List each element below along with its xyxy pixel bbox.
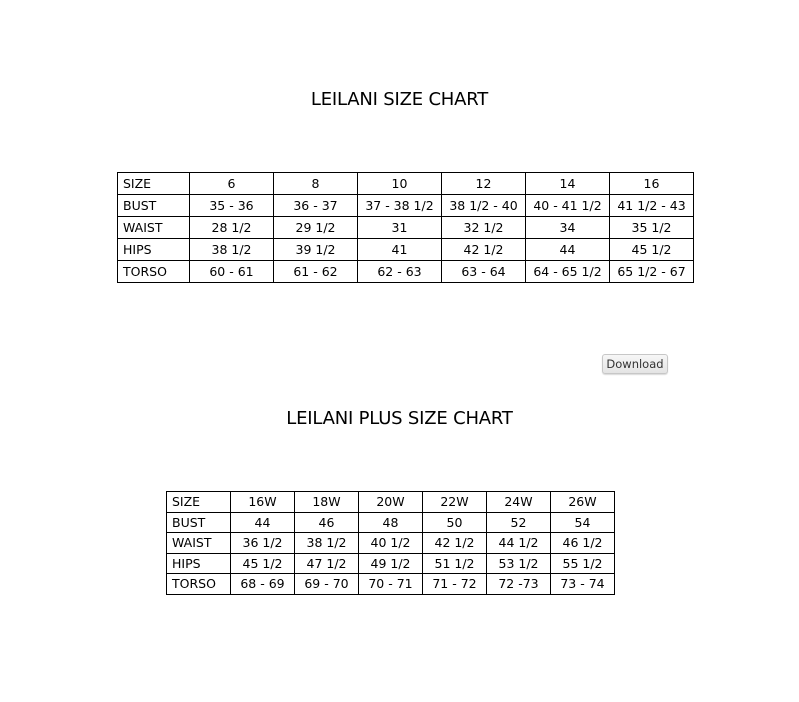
header-cell: 14 — [526, 173, 610, 195]
table-cell: 63 - 64 — [442, 261, 526, 283]
row-label: WAIST — [118, 217, 190, 239]
row-label: HIPS — [118, 239, 190, 261]
table-cell: 53 1/2 — [487, 553, 551, 574]
header-cell: 6 — [190, 173, 274, 195]
table-cell: 44 1/2 — [487, 533, 551, 554]
table-cell: 39 1/2 — [274, 239, 358, 261]
table-cell: 44 — [231, 512, 295, 533]
table-cell: 61 - 62 — [274, 261, 358, 283]
table-cell: 68 - 69 — [231, 574, 295, 595]
table-cell: 37 - 38 1/2 — [358, 195, 442, 217]
table-cell: 54 — [551, 512, 615, 533]
table-cell: 48 — [359, 512, 423, 533]
header-cell: 8 — [274, 173, 358, 195]
table-cell: 71 - 72 — [423, 574, 487, 595]
table-row — [118, 173, 694, 195]
table-row — [118, 195, 694, 217]
table-cell: 64 - 65 1/2 — [526, 261, 610, 283]
table-cell: 72 -73 — [487, 574, 551, 595]
table-cell: 62 - 63 — [358, 261, 442, 283]
table-cell: 46 — [295, 512, 359, 533]
table-row — [167, 574, 615, 595]
row-label: BUST — [167, 512, 231, 533]
table-cell: 40 1/2 — [359, 533, 423, 554]
table-cell: 28 1/2 — [190, 217, 274, 239]
table-cell: 51 1/2 — [423, 553, 487, 574]
table-row — [118, 239, 694, 261]
header-cell: 22W — [423, 492, 487, 513]
table-cell: 47 1/2 — [295, 553, 359, 574]
table-row — [118, 261, 694, 283]
header-cell: 16W — [231, 492, 295, 513]
table-cell: 35 - 36 — [190, 195, 274, 217]
header-cell: 10 — [358, 173, 442, 195]
row-label: HIPS — [167, 553, 231, 574]
table-cell: 36 1/2 — [231, 533, 295, 554]
table-cell: 42 1/2 — [442, 239, 526, 261]
row-label: TORSO — [118, 261, 190, 283]
header-cell: 18W — [295, 492, 359, 513]
table-cell: 31 — [358, 217, 442, 239]
table-cell: 69 - 70 — [295, 574, 359, 595]
table-cell: 36 - 37 — [274, 195, 358, 217]
table-cell: 34 — [526, 217, 610, 239]
download-button[interactable]: Download — [602, 354, 668, 374]
table-row — [167, 512, 615, 533]
header-cell: 12 — [442, 173, 526, 195]
table-cell: 65 1/2 - 67 — [610, 261, 694, 283]
table-cell: 29 1/2 — [274, 217, 358, 239]
table-row — [167, 492, 615, 513]
table-row — [167, 533, 615, 554]
size-chart-title: LEILANI SIZE CHART — [310, 89, 489, 110]
header-cell: 16 — [610, 173, 694, 195]
header-cell: 20W — [359, 492, 423, 513]
table-cell: 38 1/2 - 40 — [442, 195, 526, 217]
table-cell: 55 1/2 — [551, 553, 615, 574]
row-label: WAIST — [167, 533, 231, 554]
table-cell: 38 1/2 — [190, 239, 274, 261]
table-cell: 32 1/2 — [442, 217, 526, 239]
table-row — [118, 217, 694, 239]
table-cell: 41 — [358, 239, 442, 261]
table-cell: 52 — [487, 512, 551, 533]
table-cell: 73 - 74 — [551, 574, 615, 595]
plus-size-chart-table — [166, 491, 615, 595]
table-cell: 42 1/2 — [423, 533, 487, 554]
header-cell: 26W — [551, 492, 615, 513]
table-cell: 45 1/2 — [610, 239, 694, 261]
table-cell: 60 - 61 — [190, 261, 274, 283]
table-cell: 49 1/2 — [359, 553, 423, 574]
table-cell: 40 - 41 1/2 — [526, 195, 610, 217]
row-label: TORSO — [167, 574, 231, 595]
row-label: BUST — [118, 195, 190, 217]
table-cell: 70 - 71 — [359, 574, 423, 595]
header-cell: SIZE — [167, 492, 231, 513]
size-chart-table — [117, 172, 694, 283]
table-cell: 50 — [423, 512, 487, 533]
header-cell: SIZE — [118, 173, 190, 195]
header-cell: 24W — [487, 492, 551, 513]
table-cell: 38 1/2 — [295, 533, 359, 554]
table-cell: 44 — [526, 239, 610, 261]
table-cell: 45 1/2 — [231, 553, 295, 574]
table-row — [167, 553, 615, 574]
table-cell: 35 1/2 — [610, 217, 694, 239]
table-cell: 41 1/2 - 43 — [610, 195, 694, 217]
table-cell: 46 1/2 — [551, 533, 615, 554]
plus-size-chart-title: LEILANI PLUS SIZE CHART — [286, 408, 513, 429]
